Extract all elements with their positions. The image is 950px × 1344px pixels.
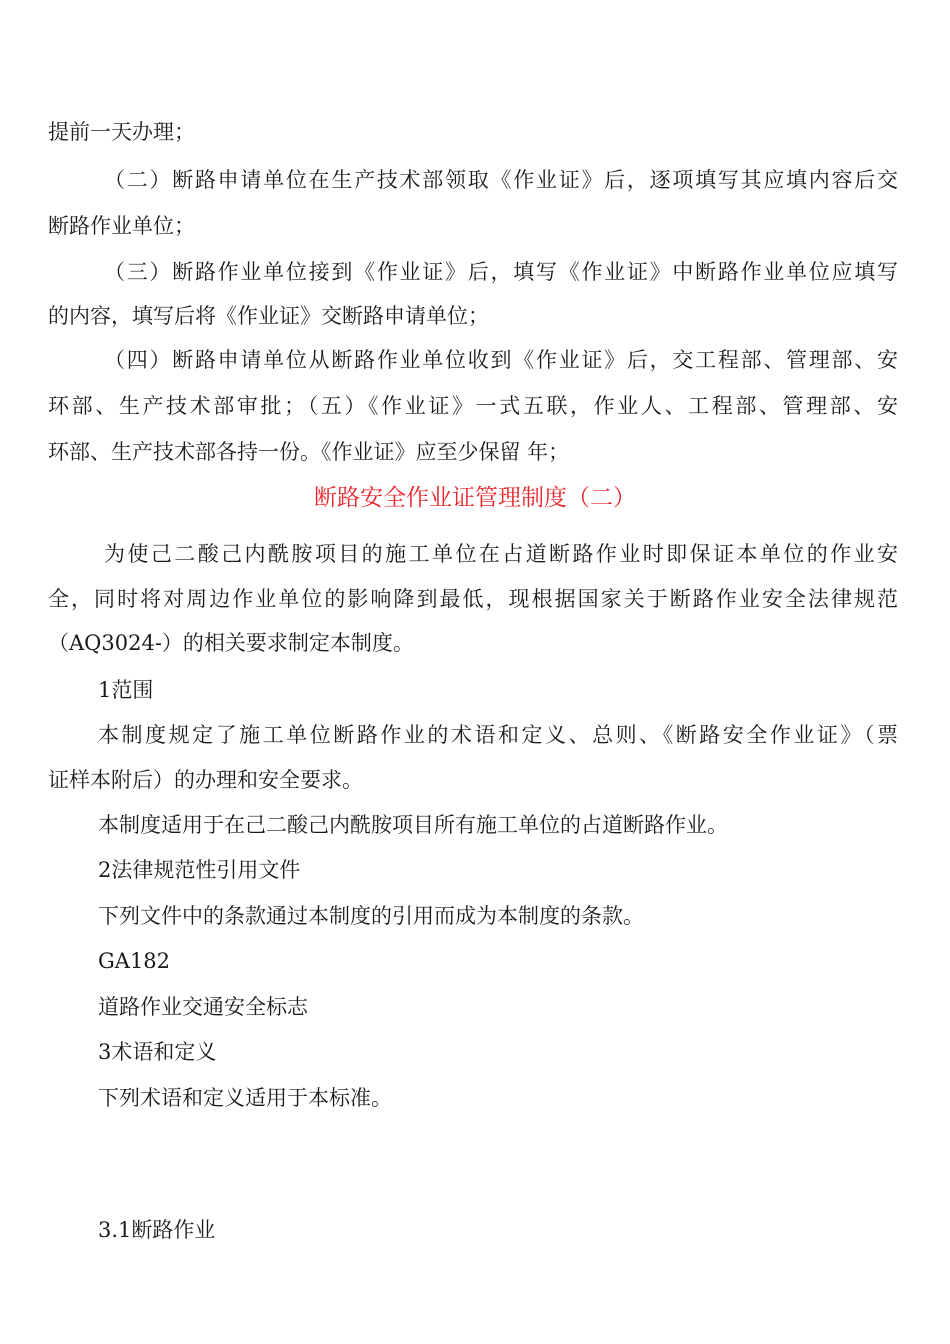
paragraph-line: 证样本附后）的办理和安全要求。 (48, 768, 363, 792)
paragraph-line: 提前一天办理； (48, 120, 195, 144)
paragraph-line: 断路作业单位； (48, 214, 195, 238)
paragraph-line: （AQ3024-）的相关要求制定本制度。 (48, 631, 414, 655)
paragraph-line: （三）断路作业单位接到《作业证》后，填写《作业证》中断路作业单位应填写 (104, 260, 898, 284)
paragraph-line: 的内容，填写后将《作业证》交断路申请单位； (48, 304, 489, 328)
section-heading: 1范围 (98, 678, 154, 702)
paragraph-line: （二）断路申请单位在生产技术部领取《作业证》后，逐项填写其应填内容后交 (104, 168, 898, 192)
paragraph-line: 为使己二酸己内酰胺项目的施工单位在占道断路作业时即保证本单位的作业安 (104, 542, 898, 566)
paragraph-line: 全，同时将对周边作业单位的影响降到最低，现根据国家关于断路作业安全法律规范 (48, 587, 898, 611)
subsection-heading: 3.1断路作业 (98, 1218, 216, 1242)
section-title: 断路安全作业证管理制度（二） (314, 485, 636, 511)
paragraph-line: 本制度适用于在己二酸己内酰胺项目所有施工单位的占道断路作业。 (98, 813, 728, 837)
paragraph-line: 道路作业交通安全标志 (98, 995, 308, 1019)
paragraph-line: 下列文件中的条款通过本制度的引用而成为本制度的条款。 (98, 904, 644, 928)
section-heading: 2法律规范性引用文件 (98, 858, 301, 882)
paragraph-line: 环部、生产技术部各持一份。《作业证》应至少保留 年； (48, 440, 570, 464)
section-heading: 3术语和定义 (98, 1040, 217, 1064)
paragraph-line: GA182 (98, 949, 171, 973)
paragraph-line: （四）断路申请单位从断路作业单位收到《作业证》后，交工程部、管理部、安 (104, 348, 898, 372)
paragraph-line: 环部、生产技术部审批；（五）《作业证》一式五联，作业人、工程部、管理部、安 (48, 394, 898, 418)
paragraph-line: 本制度规定了施工单位断路作业的术语和定义、总则、《断路安全作业证》（票 (98, 723, 898, 747)
paragraph-line: 下列术语和定义适用于本标准。 (98, 1086, 392, 1110)
